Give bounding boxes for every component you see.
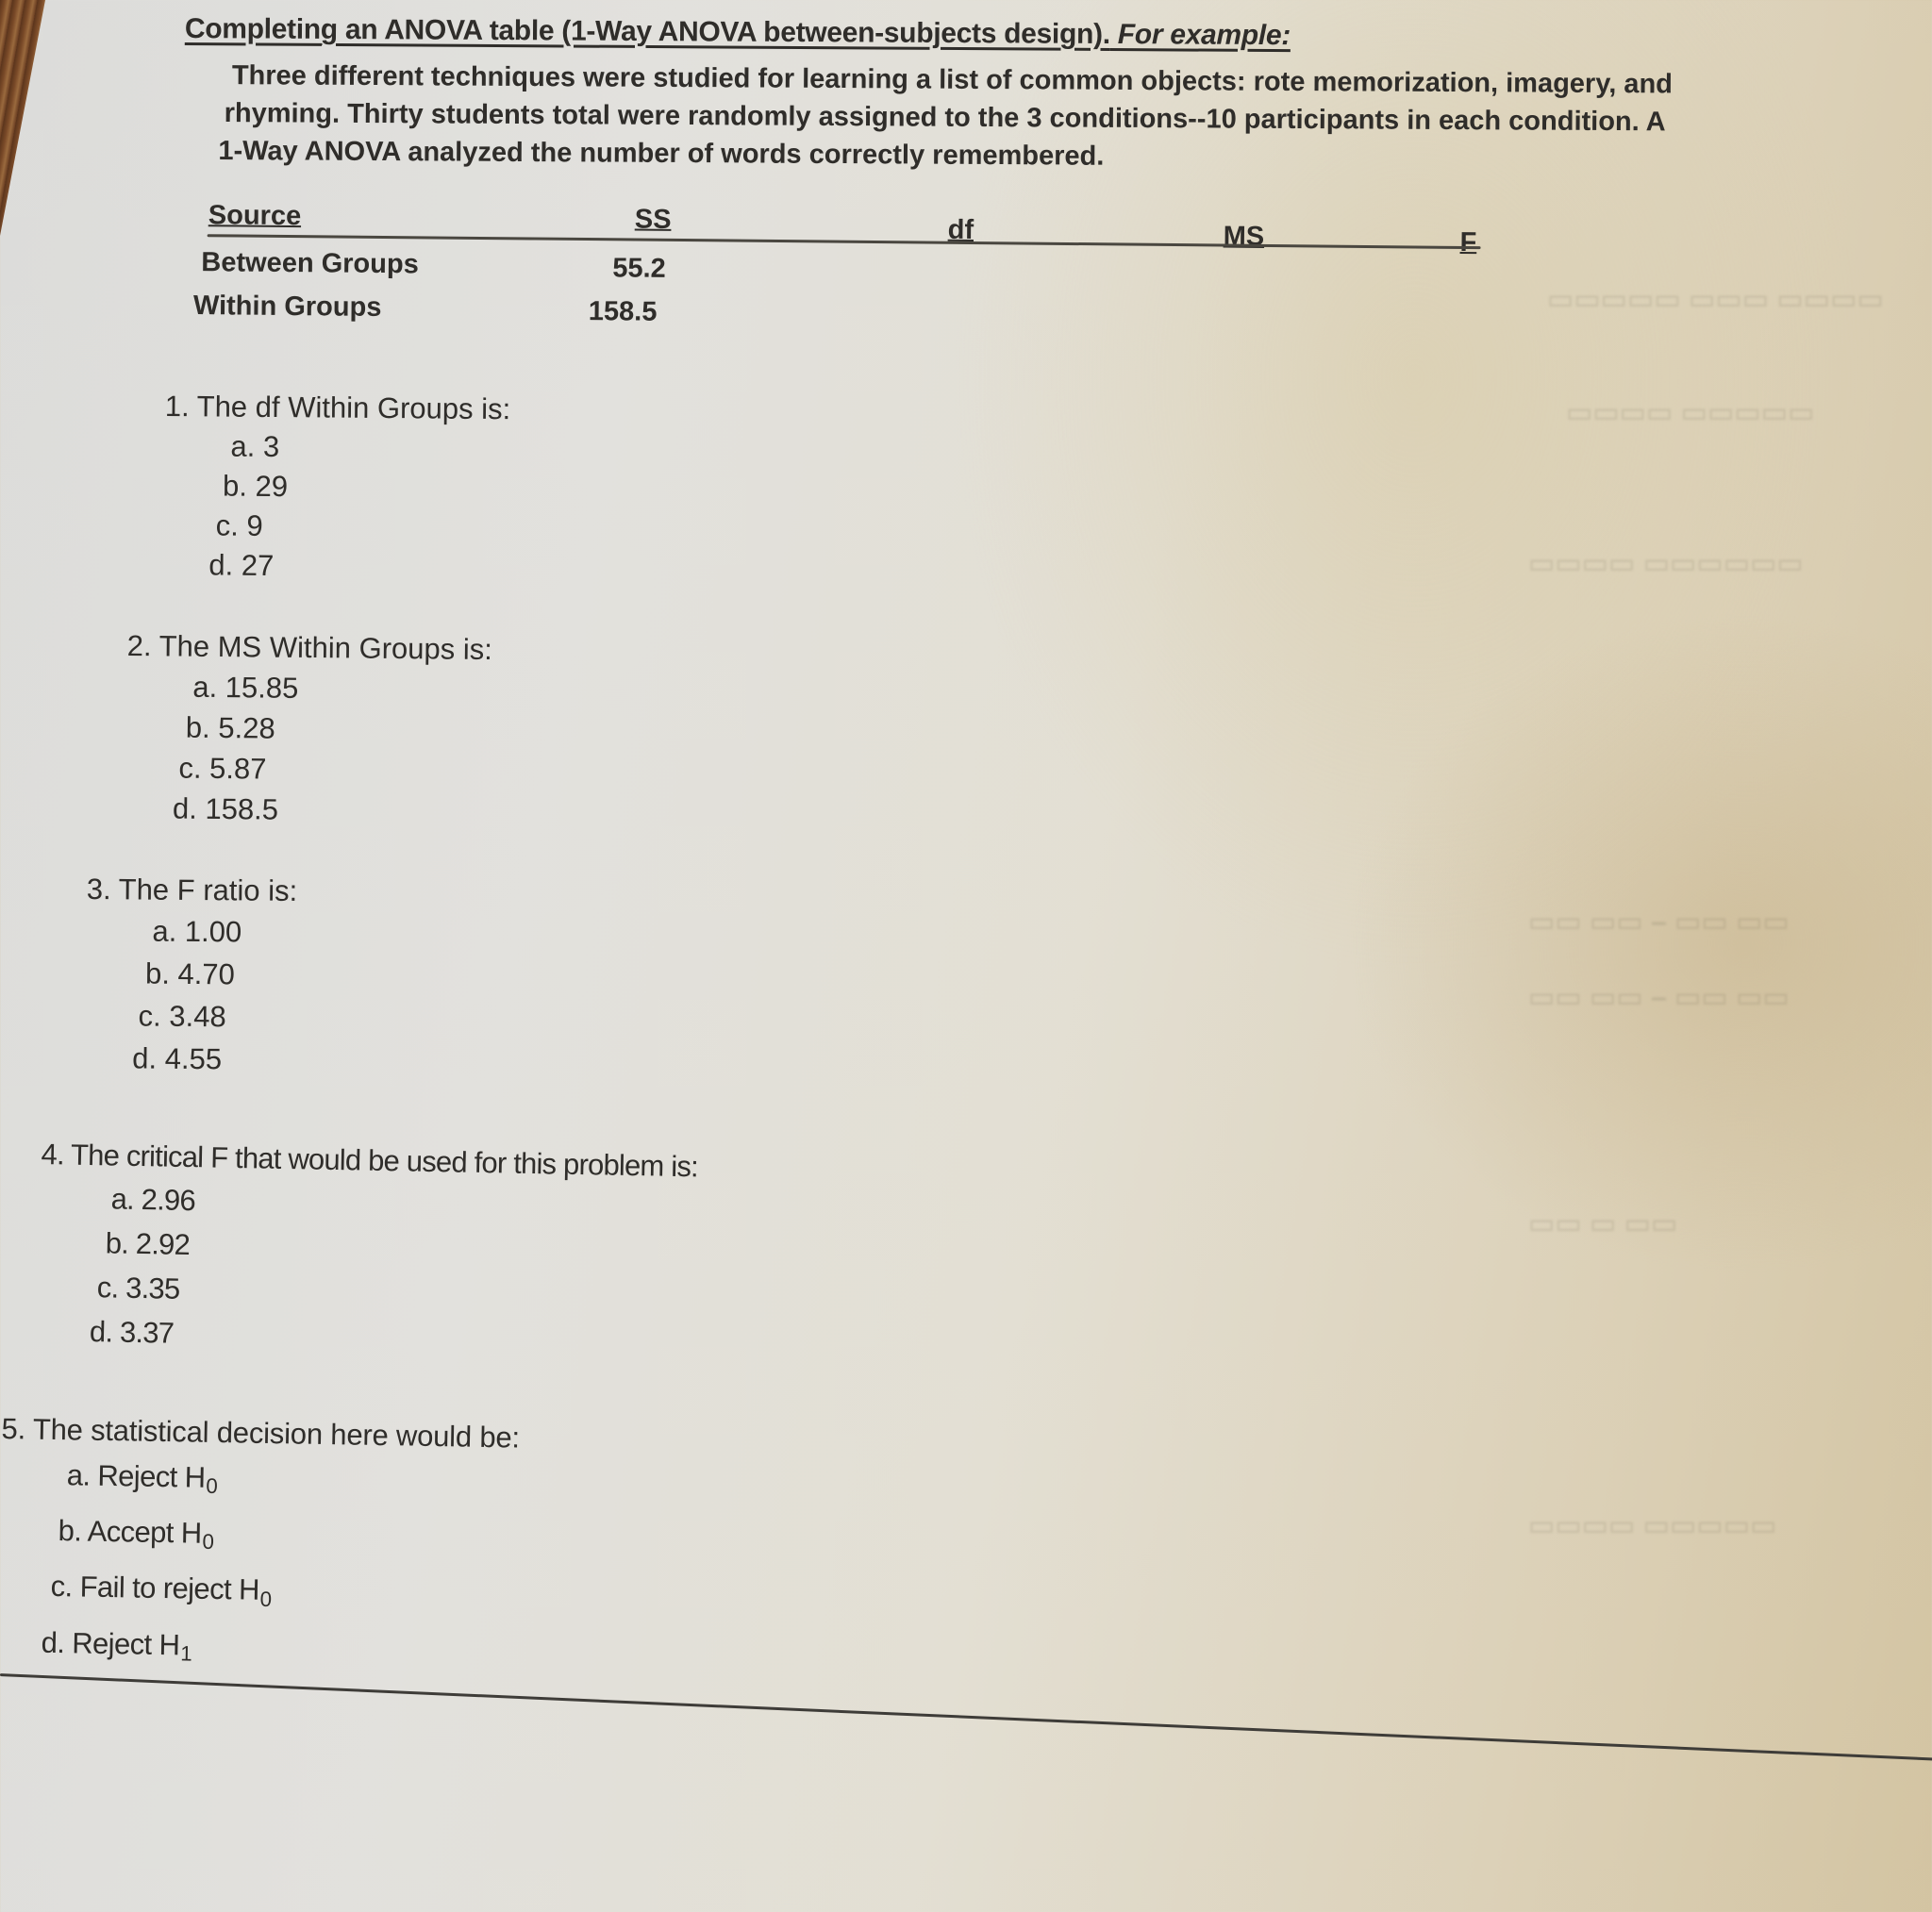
question-2 bbox=[125, 626, 492, 832]
question-1 bbox=[163, 387, 510, 588]
question-stem: 5. The statistical decision here would be: bbox=[1, 1411, 521, 1455]
intro-line: rhyming. Thirty students total were randomly assigned to the 3 conditions--10 participants in each condition. A bbox=[224, 98, 1666, 138]
document-title-main: Completing an ANOVA table (1-Way ANOVA between-subjects design). bbox=[184, 13, 1110, 50]
answer-option-d bbox=[41, 1619, 516, 1683]
option-text: d. Reject H bbox=[41, 1625, 180, 1662]
answer-option-c: c. 5.87 bbox=[178, 751, 267, 786]
option-text: c. Fail to reject H bbox=[50, 1570, 260, 1607]
row-within-source: Within Groups bbox=[192, 291, 382, 323]
header-source: Source bbox=[208, 200, 302, 232]
question-4 bbox=[38, 1134, 699, 1365]
header-ms: MS bbox=[1223, 221, 1265, 252]
header-ss: SS bbox=[634, 204, 672, 235]
bleed-through-text: ▭▭▭▭▭ ▭▭▭▭ bbox=[1528, 1510, 1777, 1541]
bleed-through-text: ▭▭ ▭▭ – ▭▭ ▭▭ bbox=[1528, 906, 1790, 938]
intro-line: 1-Way ANOVA analyzed the number of words correctly remembered. bbox=[218, 135, 1105, 172]
answer-option-d: d. 4.55 bbox=[132, 1041, 223, 1076]
answer-option-c: c. 3.48 bbox=[138, 999, 226, 1034]
answer-option-b bbox=[58, 1507, 518, 1571]
bleed-through-text: ▭▭ ▭▭ – ▭▭ ▭▭ bbox=[1528, 982, 1790, 1013]
bleed-through-text: ▭▭ ▭ ▭▭ bbox=[1528, 1208, 1678, 1239]
row-within-ss: 158.5 bbox=[588, 296, 658, 327]
hypothesis-subscript: 0 bbox=[259, 1587, 272, 1611]
answer-option-c bbox=[50, 1563, 517, 1627]
page-divider-line bbox=[0, 1673, 1932, 1763]
wooden-table-background bbox=[0, 0, 57, 245]
answer-option-a bbox=[66, 1452, 519, 1516]
answer-option-d: d. 27 bbox=[208, 548, 275, 583]
hypothesis-subscript: 0 bbox=[202, 1530, 214, 1555]
option-text: b. Accept H bbox=[58, 1514, 202, 1550]
intro-paragraph bbox=[218, 57, 1879, 180]
question-stem: 2. The MS Within Groups is: bbox=[126, 628, 493, 667]
question-stem: 3. The F ratio is: bbox=[86, 872, 298, 907]
hypothesis-subscript: 0 bbox=[206, 1474, 218, 1499]
question-3 bbox=[85, 870, 297, 1081]
bleed-through-text: ▭▭▭▭▭▭ ▭▭▭▭ bbox=[1528, 548, 1804, 579]
answer-option-d: d. 158.5 bbox=[172, 791, 279, 826]
answer-option-a: a. 1.00 bbox=[152, 914, 242, 949]
table-header-rule bbox=[208, 234, 1481, 249]
bleed-through-text: ▭▭▭▭ ▭▭▭ ▭▭▭▭▭ bbox=[1547, 284, 1884, 315]
row-between-ss: 55.2 bbox=[612, 253, 666, 284]
document-title-example: For example: bbox=[1109, 18, 1291, 52]
question-stem: 1. The df Within Groups is: bbox=[164, 389, 511, 426]
document-title bbox=[185, 13, 1291, 52]
answer-option-a: a. 2.96 bbox=[110, 1182, 196, 1218]
answer-option-a: a. 3 bbox=[230, 429, 280, 464]
answer-option-b: b. 5.28 bbox=[185, 710, 275, 745]
intro-line: Three different techniques were studied for learning a list of common objects: rote memorization, imagery, and bbox=[231, 60, 1674, 100]
answer-option-c: c. 3.35 bbox=[96, 1271, 180, 1305]
header-df: df bbox=[947, 214, 974, 245]
answer-option-b: b. 4.70 bbox=[144, 956, 236, 991]
question-stem: 4. The critical F that would be used for this problem is: bbox=[41, 1137, 699, 1184]
bleed-through-text: ▭▭▭▭▭ ▭▭▭▭ bbox=[1566, 397, 1815, 428]
row-between-source: Between Groups bbox=[201, 247, 419, 280]
header-f: F bbox=[1459, 226, 1477, 258]
answer-option-b: b. 2.92 bbox=[105, 1226, 191, 1262]
answer-option-c: c. 9 bbox=[215, 508, 263, 542]
answer-option-a: a. 15.85 bbox=[192, 670, 299, 705]
question-5 bbox=[0, 1407, 520, 1683]
anova-table bbox=[188, 200, 1481, 344]
answer-option-b: b. 29 bbox=[222, 469, 289, 504]
hypothesis-subscript: 1 bbox=[180, 1641, 192, 1666]
answer-option-d: d. 3.37 bbox=[89, 1315, 175, 1350]
option-text: a. Reject H bbox=[66, 1458, 206, 1494]
